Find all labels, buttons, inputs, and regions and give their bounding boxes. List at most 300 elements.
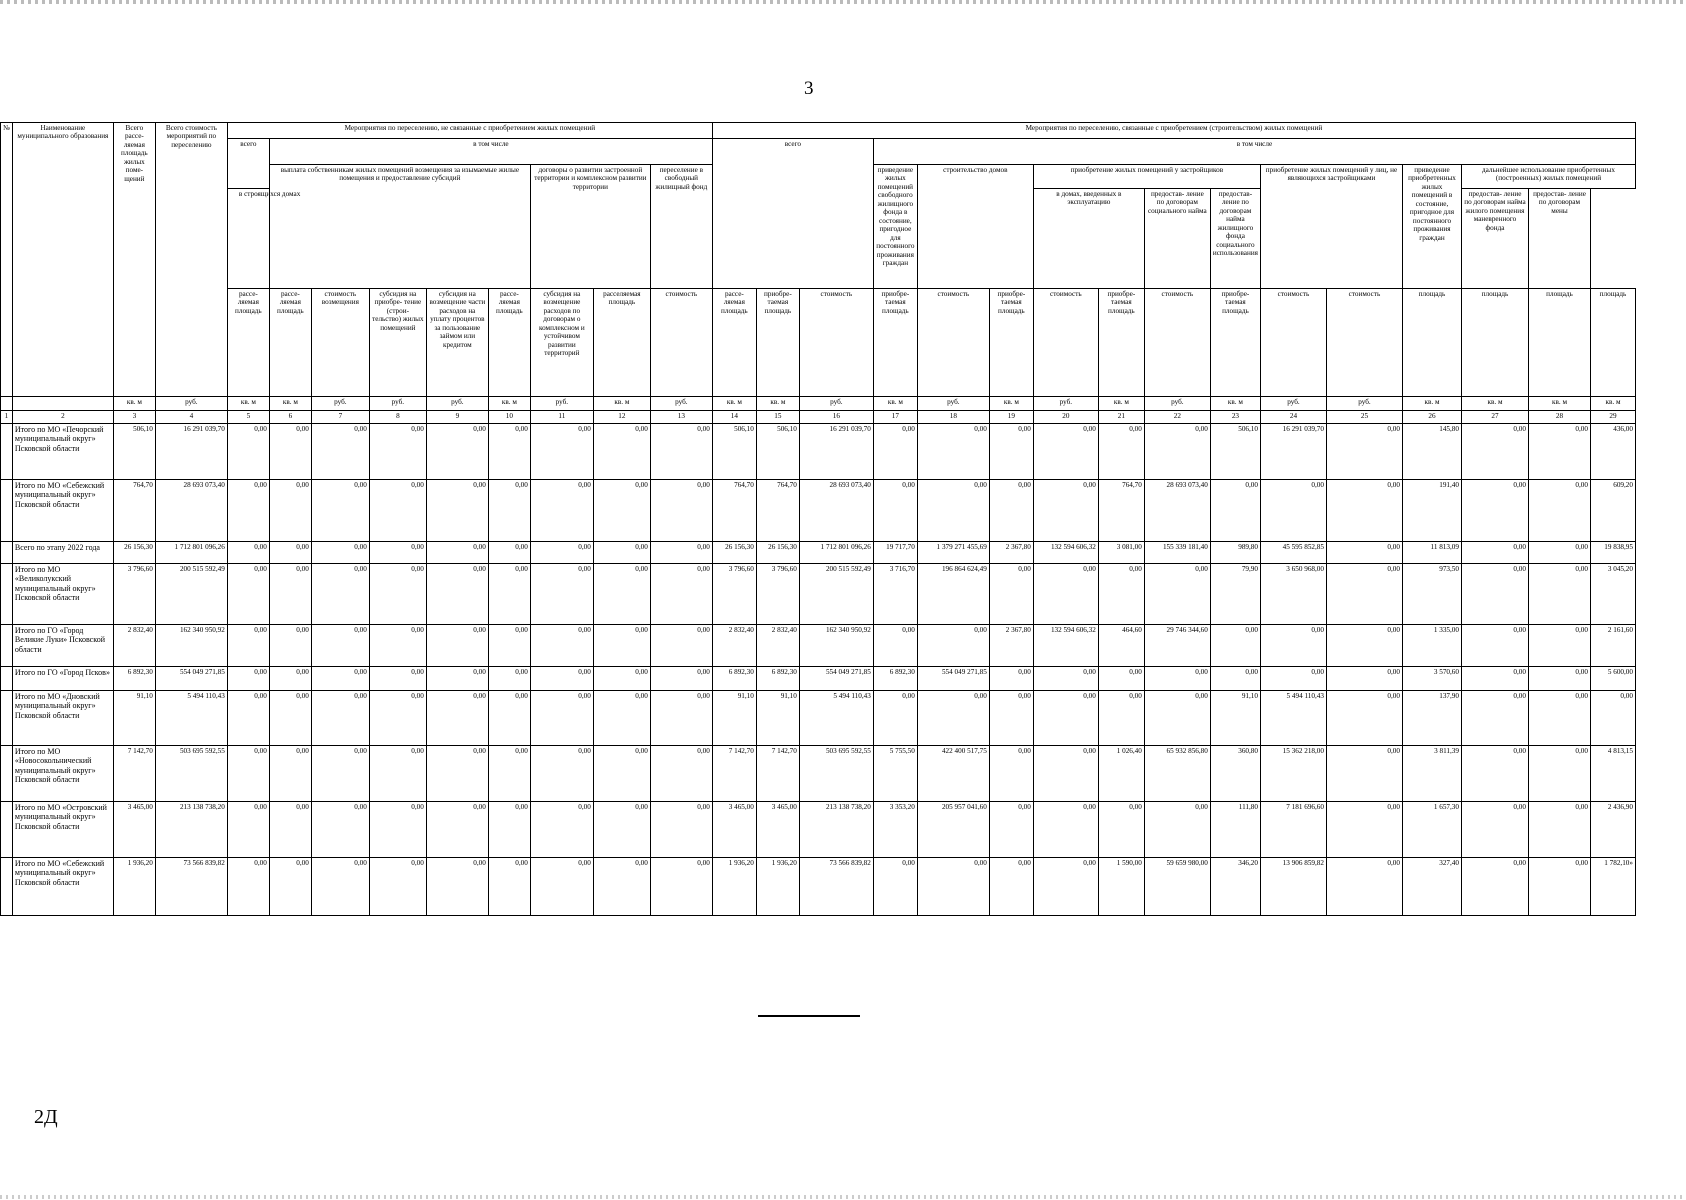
value-cell: 0,00 xyxy=(1590,691,1635,746)
value-cell: 0,00 xyxy=(1144,564,1210,625)
value-cell: 989,80 xyxy=(1210,542,1260,564)
value-cell: 0,00 xyxy=(488,858,530,916)
municipality-name: Итого по МО «Новосокольнический муниципальный округ» Псковской области xyxy=(12,746,113,802)
unit-cell: кв. м xyxy=(989,397,1033,411)
value-cell: 205 957 041,60 xyxy=(917,802,989,858)
value-cell: 0,00 xyxy=(530,424,593,480)
value-cell: 0,00 xyxy=(1210,667,1260,691)
value-cell: 764,70 xyxy=(756,480,799,542)
value-cell: 0,00 xyxy=(530,480,593,542)
header-fu-maneuver: предостав- ление по договорам найма жилого помещения маневренного фонда xyxy=(1461,189,1528,289)
value-cell: 2 161,60 xyxy=(1590,625,1635,667)
value-cell: 0,00 xyxy=(593,691,650,746)
unit-cell: руб. xyxy=(426,397,488,411)
value-cell: 162 340 950,92 xyxy=(799,625,873,667)
municipality-name: Итого по МО «Себежский муниципальный округ» Псковской области xyxy=(12,480,113,542)
unit-cell xyxy=(12,397,113,411)
table-row xyxy=(1,802,1636,858)
value-cell: 4 813,15 xyxy=(1590,746,1635,802)
value-cell: 0,00 xyxy=(1326,625,1402,667)
value-cell: 0,00 xyxy=(269,667,311,691)
value-cell: 0,00 xyxy=(227,667,269,691)
value-cell: 0,00 xyxy=(1033,424,1098,480)
sub-header-15: приобре- таемая площадь xyxy=(756,289,799,397)
value-cell: 0,00 xyxy=(369,858,426,916)
unit-cell: кв. м xyxy=(756,397,799,411)
sub-header-21: приобре- таемая площадь xyxy=(1098,289,1144,397)
value-cell: 6 892,30 xyxy=(873,667,917,691)
unit-cell: руб. xyxy=(799,397,873,411)
column-number: 4 xyxy=(155,411,227,424)
value-cell: 1 782,10» xyxy=(1590,858,1635,916)
municipality-name: Итого по МО «Печорский муниципальный округ» Псковской области xyxy=(12,424,113,480)
value-cell: 554 049 271,85 xyxy=(917,667,989,691)
value-cell: 0,00 xyxy=(1528,625,1590,667)
value-cell: 155 339 181,40 xyxy=(1144,542,1210,564)
value-cell: 196 864 624,49 xyxy=(917,564,989,625)
value-cell: 137,90 xyxy=(1402,691,1461,746)
value-cell: 0,00 xyxy=(426,542,488,564)
unit-cell: руб. xyxy=(1326,397,1402,411)
value-cell: 0,00 xyxy=(989,802,1033,858)
value-cell: 28 693 073,40 xyxy=(799,480,873,542)
value-cell: 0,00 xyxy=(1326,667,1402,691)
municipality-name: Итого по МО «Себежский муниципальный округ» Псковской области xyxy=(12,858,113,916)
sub-header-20: стоимость xyxy=(1033,289,1098,397)
column-number: 3 xyxy=(113,411,155,424)
unit-cell: кв. м xyxy=(1402,397,1461,411)
resettlement-table xyxy=(0,122,1636,916)
value-cell: 3 796,60 xyxy=(756,564,799,625)
value-cell: 26 156,30 xyxy=(113,542,155,564)
column-number: 28 xyxy=(1528,411,1590,424)
municipality-name: Итого по ГО «Город Псков» xyxy=(12,667,113,691)
value-cell: 0,00 xyxy=(917,691,989,746)
value-cell: 91,10 xyxy=(712,691,756,746)
value-cell: 91,10 xyxy=(113,691,155,746)
value-cell: 0,00 xyxy=(650,625,712,667)
sub-header-26: площадь xyxy=(1402,289,1461,397)
units-row xyxy=(1,397,1636,411)
value-cell: 1 026,40 xyxy=(1098,746,1144,802)
value-cell: 0,00 xyxy=(311,746,369,802)
sub-header-25: стоимость xyxy=(1326,289,1402,397)
value-cell: 0,00 xyxy=(1461,667,1528,691)
value-cell: 0,00 xyxy=(1528,746,1590,802)
value-cell: 0,00 xyxy=(873,858,917,916)
value-cell: 0,00 xyxy=(269,625,311,667)
header-r-under-construction: в строящихся домах xyxy=(227,189,311,289)
value-cell: 0,00 xyxy=(1461,564,1528,625)
header-r-commissioned: в домах, введенных в эксплуатацию xyxy=(1033,189,1144,289)
value-cell: 0,00 xyxy=(593,802,650,858)
row-number xyxy=(1,858,13,916)
value-cell: 0,00 xyxy=(488,625,530,667)
value-cell: 0,00 xyxy=(227,542,269,564)
value-cell: 0,00 xyxy=(1461,424,1528,480)
value-cell: 764,70 xyxy=(113,480,155,542)
value-cell: 0,00 xyxy=(426,802,488,858)
header-nr-incl: в том числе xyxy=(269,139,712,165)
value-cell: 0,00 xyxy=(1326,480,1402,542)
value-cell: 162 340 950,92 xyxy=(155,625,227,667)
value-cell: 0,00 xyxy=(1098,564,1144,625)
value-cell: 3 045,20 xyxy=(1590,564,1635,625)
value-cell: 0,00 xyxy=(873,480,917,542)
column-number: 13 xyxy=(650,411,712,424)
header-r-building: строительство домов xyxy=(917,165,1033,289)
value-cell: 0,00 xyxy=(1528,424,1590,480)
header-r-incl: в том числе xyxy=(873,139,1635,165)
table-row xyxy=(1,625,1636,667)
value-cell: 5 600,00 xyxy=(1590,667,1635,691)
unit-cell: руб. xyxy=(311,397,369,411)
value-cell: 1 936,20 xyxy=(756,858,799,916)
value-cell: 0,00 xyxy=(426,667,488,691)
column-number: 5 xyxy=(227,411,269,424)
value-cell: 0,00 xyxy=(650,691,712,746)
value-cell: 0,00 xyxy=(989,858,1033,916)
value-cell: 0,00 xyxy=(426,625,488,667)
sub-header-19: приобре- таемая площадь xyxy=(989,289,1033,397)
unit-cell: кв. м xyxy=(227,397,269,411)
value-cell: 0,00 xyxy=(426,480,488,542)
value-cell: 0,00 xyxy=(1461,480,1528,542)
value-cell: 554 049 271,85 xyxy=(155,667,227,691)
value-cell: 0,00 xyxy=(593,564,650,625)
value-cell: 0,00 xyxy=(1260,625,1326,667)
value-cell: 200 515 592,49 xyxy=(799,564,873,625)
value-cell: 0,00 xyxy=(989,746,1033,802)
sub-header-8: субсидия на приобре- тение (строи- тельство) жилых помещений xyxy=(369,289,426,397)
value-cell: 0,00 xyxy=(227,802,269,858)
value-cell: 506,10 xyxy=(113,424,155,480)
value-cell: 0,00 xyxy=(269,746,311,802)
value-cell: 7 142,70 xyxy=(113,746,155,802)
value-cell: 3 796,60 xyxy=(113,564,155,625)
value-cell: 0,00 xyxy=(1033,480,1098,542)
value-cell: 0,00 xyxy=(369,625,426,667)
municipality-name: Итого по МО «Великолукский муниципальный округ» Псковской области xyxy=(12,564,113,625)
value-cell: 0,00 xyxy=(530,746,593,802)
table-row xyxy=(1,746,1636,802)
value-cell: 0,00 xyxy=(917,480,989,542)
value-cell: 91,10 xyxy=(756,691,799,746)
value-cell: 0,00 xyxy=(269,424,311,480)
value-cell: 0,00 xyxy=(989,480,1033,542)
value-cell: 0,00 xyxy=(1326,746,1402,802)
column-number: 27 xyxy=(1461,411,1528,424)
value-cell: 554 049 271,85 xyxy=(799,667,873,691)
value-cell: 16 291 039,70 xyxy=(1260,424,1326,480)
header-nr-free-fund: переселение в свободный жилищный фонд xyxy=(650,165,712,289)
value-cell: 0,00 xyxy=(1326,858,1402,916)
value-cell: 0,00 xyxy=(426,746,488,802)
value-cell: 19 717,70 xyxy=(873,542,917,564)
value-cell: 111,80 xyxy=(1210,802,1260,858)
value-cell: 19 838,95 xyxy=(1590,542,1635,564)
table-row xyxy=(1,858,1636,916)
column-number: 10 xyxy=(488,411,530,424)
value-cell: 0,00 xyxy=(1461,691,1528,746)
unit-cell: руб. xyxy=(650,397,712,411)
value-cell: 213 138 738,20 xyxy=(799,802,873,858)
value-cell: 2 436,90 xyxy=(1590,802,1635,858)
value-cell: 0,00 xyxy=(227,480,269,542)
value-cell: 0,00 xyxy=(269,802,311,858)
value-cell: 0,00 xyxy=(593,542,650,564)
value-cell: 0,00 xyxy=(530,802,593,858)
separator-line xyxy=(758,1015,860,1017)
header-cost-total: Всего стоимость мероприятий по переселению xyxy=(155,123,227,397)
row-number xyxy=(1,424,13,480)
value-cell: 0,00 xyxy=(1260,480,1326,542)
value-cell: 0,00 xyxy=(311,691,369,746)
sub-header-7: стоимость возмещения xyxy=(311,289,369,397)
header-municipality: Наименование муниципального образования xyxy=(12,123,113,397)
group-related: Мероприятия по переселению, связанные с приобретением (строительством) жилых помещений xyxy=(712,123,1635,139)
sub-header-13: стоимость xyxy=(650,289,712,397)
column-number: 18 xyxy=(917,411,989,424)
value-cell: 2 832,40 xyxy=(756,625,799,667)
value-cell: 1 712 801 096,26 xyxy=(155,542,227,564)
row-number xyxy=(1,564,13,625)
value-cell: 0,00 xyxy=(650,667,712,691)
value-cell: 0,00 xyxy=(1098,667,1144,691)
row-number xyxy=(1,746,13,802)
value-cell: 0,00 xyxy=(1144,691,1210,746)
value-cell: 0,00 xyxy=(269,858,311,916)
header-nr-payment: выплата собственникам жилых помещений возмещения за изымаемые жилые помещения и предоставление субсидий xyxy=(269,165,530,289)
value-cell: 0,00 xyxy=(1528,667,1590,691)
value-cell: 464,60 xyxy=(1098,625,1144,667)
value-cell: 91,10 xyxy=(1210,691,1260,746)
header-fu-social: предостав- ление по договорам социального найма xyxy=(1144,189,1210,289)
value-cell: 0,00 xyxy=(873,625,917,667)
column-number: 19 xyxy=(989,411,1033,424)
value-cell: 0,00 xyxy=(873,424,917,480)
value-cell: 0,00 xyxy=(369,691,426,746)
column-number: 15 xyxy=(756,411,799,424)
value-cell: 5 494 110,43 xyxy=(155,691,227,746)
value-cell: 0,00 xyxy=(488,746,530,802)
value-cell: 327,40 xyxy=(1402,858,1461,916)
value-cell: 0,00 xyxy=(650,858,712,916)
value-cell: 1 335,00 xyxy=(1402,625,1461,667)
value-cell: 1 379 271 455,69 xyxy=(917,542,989,564)
value-cell: 0,00 xyxy=(1210,625,1260,667)
value-cell: 0,00 xyxy=(1033,802,1098,858)
unit-cell: кв. м xyxy=(593,397,650,411)
sub-header-24: стоимость xyxy=(1260,289,1326,397)
value-cell: 0,00 xyxy=(1528,480,1590,542)
value-cell: 13 906 859,82 xyxy=(1260,858,1326,916)
value-cell: 73 566 839,82 xyxy=(799,858,873,916)
value-cell: 0,00 xyxy=(426,424,488,480)
column-number: 11 xyxy=(530,411,593,424)
value-cell: 0,00 xyxy=(530,625,593,667)
group-not-related: Мероприятия по переселению, не связанные с приобретением жилых помещений xyxy=(227,123,712,139)
header-nr-total: всего xyxy=(227,139,269,189)
value-cell: 0,00 xyxy=(269,542,311,564)
value-cell: 0,00 xyxy=(1033,564,1098,625)
value-cell: 0,00 xyxy=(593,480,650,542)
value-cell: 5 755,50 xyxy=(873,746,917,802)
value-cell: 3 650 968,00 xyxy=(1260,564,1326,625)
sub-header-9: субсидия на возмещение части расходов на уплату процентов за пользование займом или кредитом xyxy=(426,289,488,397)
value-cell: 0,00 xyxy=(989,691,1033,746)
header-r-further-use: дальнейшее использование приобретенных (построенных) жилых помещений xyxy=(1461,165,1635,189)
value-cell: 0,00 xyxy=(1326,542,1402,564)
row-number xyxy=(1,480,13,542)
sub-header-11: субсидия на возмещение расходов по договорам о комплексном и устойчивом развитии территорий xyxy=(530,289,593,397)
unit-cell: кв. м xyxy=(488,397,530,411)
value-cell: 0,00 xyxy=(269,480,311,542)
value-cell: 0,00 xyxy=(311,480,369,542)
sub-header-16: стоимость xyxy=(799,289,873,397)
value-cell: 436,00 xyxy=(1590,424,1635,480)
value-cell: 2 367,80 xyxy=(989,542,1033,564)
column-number: 23 xyxy=(1210,411,1260,424)
value-cell: 0,00 xyxy=(650,424,712,480)
value-cell: 506,10 xyxy=(756,424,799,480)
value-cell: 28 693 073,40 xyxy=(1144,480,1210,542)
value-cell: 0,00 xyxy=(873,691,917,746)
value-cell: 0,00 xyxy=(227,625,269,667)
value-cell: 506,10 xyxy=(1210,424,1260,480)
value-cell: 3 465,00 xyxy=(113,802,155,858)
value-cell: 1 936,20 xyxy=(113,858,155,916)
value-cell: 0,00 xyxy=(426,691,488,746)
value-cell: 0,00 xyxy=(989,564,1033,625)
value-cell: 0,00 xyxy=(593,746,650,802)
scan-edge-top xyxy=(0,0,1686,4)
unit-cell: кв. м xyxy=(113,397,155,411)
value-cell: 0,00 xyxy=(227,564,269,625)
value-cell: 7 142,70 xyxy=(756,746,799,802)
value-cell: 26 156,30 xyxy=(756,542,799,564)
value-cell: 0,00 xyxy=(488,802,530,858)
value-cell: 0,00 xyxy=(1528,802,1590,858)
sub-header-27: площадь xyxy=(1461,289,1528,397)
value-cell: 6 892,30 xyxy=(113,667,155,691)
header-r-bring-acquired: приведение приобретенных жилых помещений в состояние, пригодное для постоянного проживания граждан xyxy=(1402,165,1461,289)
value-cell: 191,40 xyxy=(1402,480,1461,542)
value-cell: 29 746 344,60 xyxy=(1144,625,1210,667)
value-cell: 5 494 110,43 xyxy=(1260,691,1326,746)
value-cell: 132 594 606,32 xyxy=(1033,542,1098,564)
column-number: 24 xyxy=(1260,411,1326,424)
row-number xyxy=(1,802,13,858)
value-cell: 360,80 xyxy=(1210,746,1260,802)
sub-header-14: рассе- ляемая площадь xyxy=(712,289,756,397)
value-cell: 0,00 xyxy=(593,625,650,667)
value-cell: 0,00 xyxy=(369,424,426,480)
header-r-non-developers: приобретение жилых помещений у лиц, не являющихся застройщиками xyxy=(1260,165,1402,289)
value-cell: 16 291 039,70 xyxy=(799,424,873,480)
value-cell: 16 291 039,70 xyxy=(155,424,227,480)
table-row xyxy=(1,480,1636,542)
row-number xyxy=(1,542,13,564)
row-number xyxy=(1,691,13,746)
value-cell: 764,70 xyxy=(1098,480,1144,542)
value-cell: 1 657,30 xyxy=(1402,802,1461,858)
column-number: 1 xyxy=(1,411,13,424)
value-cell: 0,00 xyxy=(650,802,712,858)
column-number: 17 xyxy=(873,411,917,424)
value-cell: 0,00 xyxy=(530,564,593,625)
header-col-n: № xyxy=(1,123,13,397)
value-cell: 73 566 839,82 xyxy=(155,858,227,916)
unit-cell: руб. xyxy=(155,397,227,411)
unit-cell: руб. xyxy=(1260,397,1326,411)
value-cell: 0,00 xyxy=(1033,858,1098,916)
header-nr-contracts: договоры о развитии застроенной территории и комплексном развитии территории xyxy=(530,165,650,289)
value-cell: 3 081,00 xyxy=(1098,542,1144,564)
unit-cell: руб. xyxy=(917,397,989,411)
header-fu-specialized: предостав- ление по договорам найма жилищного фонда социального использования xyxy=(1210,189,1260,289)
value-cell: 0,00 xyxy=(369,746,426,802)
value-cell: 0,00 xyxy=(1461,625,1528,667)
value-cell: 0,00 xyxy=(1144,424,1210,480)
value-cell: 0,00 xyxy=(488,424,530,480)
municipality-name: Всего по этапу 2022 года xyxy=(12,542,113,564)
value-cell: 764,70 xyxy=(712,480,756,542)
unit-cell: кв. м xyxy=(1210,397,1260,411)
unit-cell: руб. xyxy=(530,397,593,411)
value-cell: 0,00 xyxy=(311,802,369,858)
document-code: 2Д xyxy=(34,1106,58,1128)
value-cell: 3 811,39 xyxy=(1402,746,1461,802)
value-cell: 3 465,00 xyxy=(756,802,799,858)
value-cell: 5 494 110,43 xyxy=(799,691,873,746)
value-cell: 503 695 592,55 xyxy=(155,746,227,802)
value-cell: 15 362 218,00 xyxy=(1260,746,1326,802)
value-cell: 0,00 xyxy=(530,667,593,691)
value-cell: 0,00 xyxy=(311,564,369,625)
municipality-name: Итого по ГО «Город Великие Луки» Псковской области xyxy=(12,625,113,667)
value-cell: 3 465,00 xyxy=(712,802,756,858)
value-cell: 0,00 xyxy=(369,802,426,858)
value-cell: 0,00 xyxy=(1528,858,1590,916)
sub-header-6: рассе- ляемая площадь xyxy=(269,289,311,397)
value-cell: 0,00 xyxy=(1144,667,1210,691)
sub-header-28: площадь xyxy=(1528,289,1590,397)
value-cell: 26 156,30 xyxy=(712,542,756,564)
value-cell: 0,00 xyxy=(269,564,311,625)
table-row xyxy=(1,542,1636,564)
table-row xyxy=(1,424,1636,480)
value-cell: 45 595 852,85 xyxy=(1260,542,1326,564)
value-cell: 1 936,20 xyxy=(712,858,756,916)
value-cell: 0,00 xyxy=(530,542,593,564)
unit-cell: кв. м xyxy=(1528,397,1590,411)
municipality-name: Итого по МО «Островский муниципальный округ» Псковской области xyxy=(12,802,113,858)
value-cell: 0,00 xyxy=(1461,858,1528,916)
unit-cell: руб. xyxy=(1144,397,1210,411)
value-cell: 0,00 xyxy=(1033,746,1098,802)
value-cell: 0,00 xyxy=(227,746,269,802)
sub-header-29: площадь xyxy=(1590,289,1635,397)
value-cell: 0,00 xyxy=(488,480,530,542)
header-area-total: Всего рассе- ляемая площадь жилых поме- щений xyxy=(113,123,155,397)
value-cell: 0,00 xyxy=(650,564,712,625)
header-r-total: всего xyxy=(712,139,873,289)
unit-cell: кв. м xyxy=(1590,397,1635,411)
value-cell: 2 367,80 xyxy=(989,625,1033,667)
unit-cell: кв. м xyxy=(1098,397,1144,411)
value-cell: 0,00 xyxy=(1461,746,1528,802)
